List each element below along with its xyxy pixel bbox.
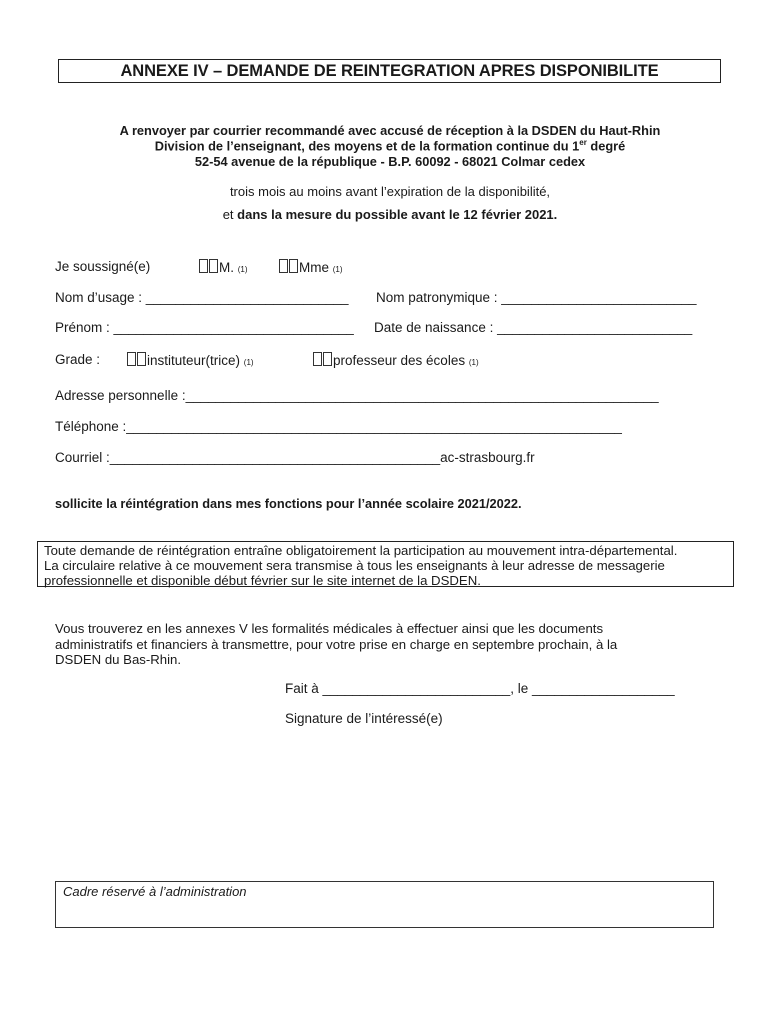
info-line: administratifs et financiers à transmettre, pour votre prise en charge en septembre prochain, à la: [55, 636, 618, 652]
deadline-line-1: trois mois au moins avant l’expiration de la disponibilité,: [229, 184, 551, 199]
notice-line: La circulaire relative à ce mouvement sera transmise à tous les enseignants à leur adresse de messagerie: [44, 558, 665, 574]
checkbox-icon: [323, 352, 332, 366]
info-line: DSDEN du Bas-Rhin.: [55, 652, 182, 667]
signature-label: Signature de l’intéressé(e): [285, 711, 443, 726]
info-paragraph: [55, 621, 617, 668]
option-professeur-label: professeur des écoles: [333, 353, 466, 368]
checkbox-icon[interactable]: [199, 259, 208, 273]
nom-usage-field[interactable]: Nom d’usage : ___________________________: [55, 290, 349, 305]
date-naissance-field[interactable]: Date de naissance : __________________________: [374, 320, 693, 335]
courriel-field[interactable]: Courriel :____________________________________________ac-strasbourg.fr: [55, 450, 535, 465]
header-line-1: A renvoyer par courrier recommandé avec accusé de réception à la DSDEN du Haut-Rhin: [119, 123, 661, 138]
checkbox-icon: [209, 259, 218, 273]
option-mme-label: Mme: [299, 260, 329, 275]
admin-reserved-box: [55, 881, 714, 928]
header-line-2-suffix: degré: [586, 138, 626, 154]
header-line-2-prefix: Division de l’enseignant, des moyens et de la formation continue du 1: [154, 138, 580, 154]
checkbox-icon: [289, 259, 298, 273]
notice-line: Toute demande de réintégration entraîne obligatoirement la participation au mouvement intra-départemental.: [44, 543, 678, 558]
grade-label: Grade :: [55, 352, 101, 367]
deadline-bold: dans la mesure du possible avant le 12 février 2021.: [237, 207, 558, 222]
sollicite-statement: sollicite la réintégration dans mes fonctions pour l’année scolaire 2021/2022.: [55, 496, 522, 511]
adresse-field[interactable]: Adresse personnelle :_______________________________________________________________: [55, 388, 659, 403]
page-title: ANNEXE IV – DEMANDE DE REINTEGRATION APRES DISPONIBILITE: [58, 59, 721, 83]
checkbox-icon[interactable]: [127, 352, 136, 366]
checkbox-icon: [137, 352, 146, 366]
checkbox-icon[interactable]: [279, 259, 288, 273]
footnote-ref: (1): [332, 265, 343, 274]
option-m-label: M.: [219, 260, 234, 275]
deadline-prefix: et: [222, 207, 238, 222]
option-professeur[interactable]: [313, 352, 479, 368]
header-line-2: [60, 138, 720, 153]
soussigne-label: Je soussigné(e): [55, 259, 151, 274]
nom-patronymique-field[interactable]: Nom patronymique : __________________________: [376, 290, 697, 305]
prenom-field[interactable]: Prénom : ________________________________: [55, 320, 354, 335]
option-instituteur[interactable]: [127, 352, 254, 368]
fait-a-field[interactable]: Fait à _________________________, le ___________________: [285, 681, 675, 696]
footnote-ref: (1): [243, 358, 254, 367]
footnote-ref: (1): [468, 358, 479, 367]
info-line: Vous trouverez en les annexes V les formalités médicales à effectuer ainsi que les documents: [55, 621, 604, 636]
header-line-3: 52-54 avenue de la république - B.P. 60092 - 68021 Colmar cedex: [194, 154, 586, 169]
option-instituteur-label: instituteur(trice): [147, 353, 241, 368]
checkbox-icon[interactable]: [313, 352, 322, 366]
option-mme[interactable]: [279, 259, 343, 275]
notice-line: professionnelle et disponible début février sur le site internet de la DSDEN.: [44, 573, 481, 589]
header-line-2-sup: er: [579, 138, 587, 147]
telephone-field[interactable]: Téléphone :__________________________________________________________________: [55, 419, 622, 434]
footnote-ref: (1): [237, 265, 248, 274]
notice-box: [37, 541, 734, 587]
option-m[interactable]: [199, 259, 248, 275]
deadline-line-2: [60, 207, 720, 222]
admin-box-label: Cadre réservé à l’administration: [63, 884, 247, 899]
